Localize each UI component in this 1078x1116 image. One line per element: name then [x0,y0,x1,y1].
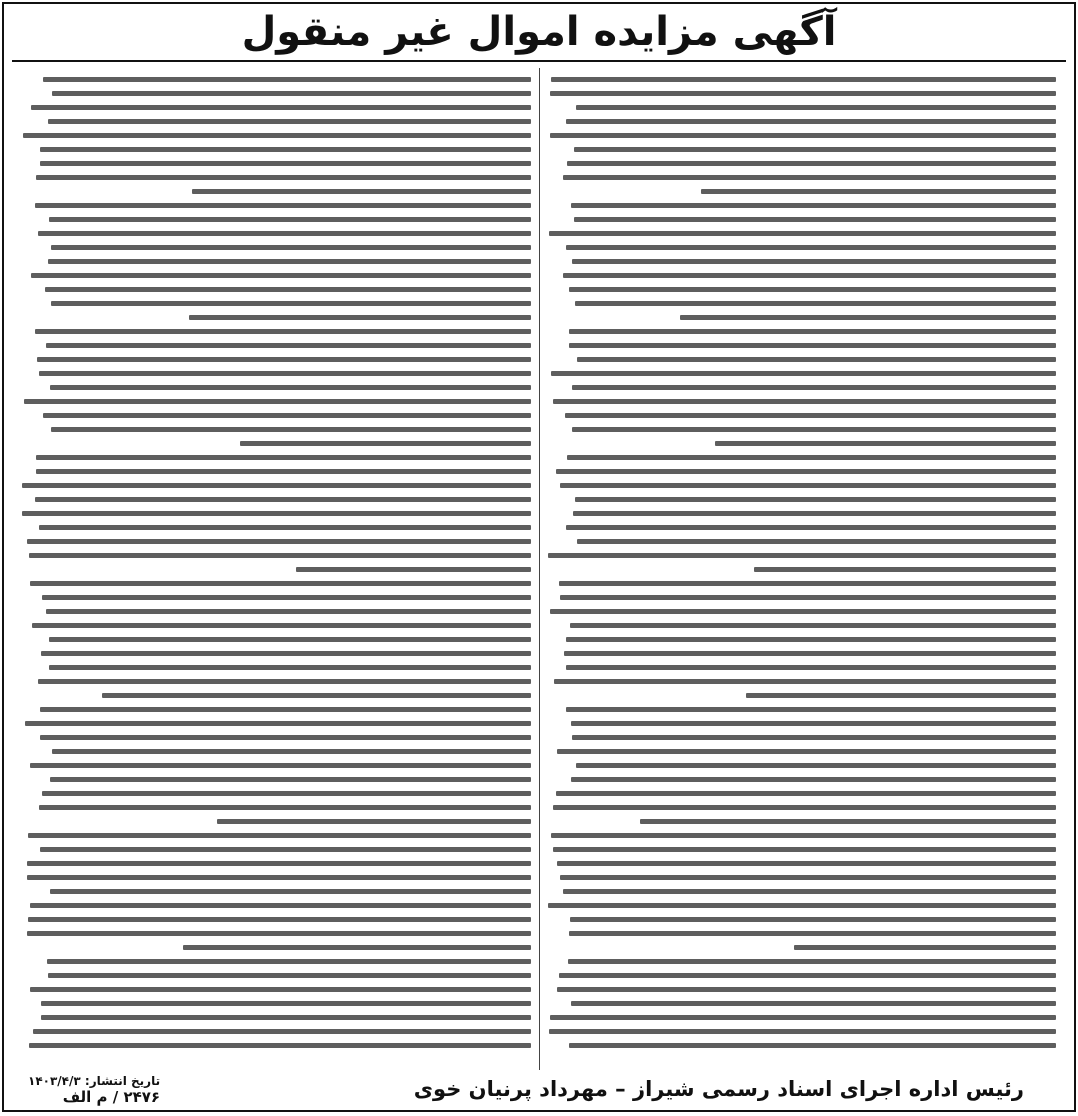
text-line [40,847,530,852]
text-line [38,679,531,684]
text-line [557,861,1056,866]
text-line [553,847,1056,852]
text-line [571,1001,1056,1006]
text-line [564,651,1056,656]
text-line [576,763,1056,768]
notice-footer [14,1072,1064,1106]
text-line [36,455,530,460]
text-line [27,931,531,936]
text-line [49,217,531,222]
text-line [563,889,1056,894]
text-line [570,623,1056,628]
text-line [46,609,530,614]
text-line [31,273,530,278]
text-line [50,777,530,782]
text-line [43,413,530,418]
text-line [192,189,530,194]
signature: رئیس اداره اجرای اسناد رسمی شیراز – مهرداد پرنیان خوی [413,1077,1024,1101]
text-line [715,441,1056,446]
text-line [47,959,531,964]
text-line [37,357,530,362]
body-column-left [14,68,539,1070]
text-line [40,147,531,152]
text-line [575,301,1056,306]
text-line [569,329,1056,334]
text-line [102,693,531,698]
text-line [51,301,531,306]
text-line [576,105,1056,110]
text-line [42,595,531,600]
text-line [549,231,1056,236]
text-line [553,399,1056,404]
text-line [30,763,530,768]
text-line [189,315,531,320]
text-line [25,721,530,726]
text-line [548,553,1056,558]
text-line [43,77,531,82]
text-line [50,385,531,390]
text-line [573,511,1056,516]
text-line [550,1015,1056,1020]
text-line [566,637,1056,642]
text-line [52,91,530,96]
text-line [566,707,1056,712]
text-line [574,217,1056,222]
text-line [559,581,1056,586]
text-line [570,917,1056,922]
text-line [48,973,530,978]
text-line [27,861,531,866]
text-line [30,581,530,586]
text-line [640,819,1056,824]
text-line [240,441,530,446]
text-line [27,539,531,544]
text-line [557,749,1056,754]
text-line [566,119,1056,124]
text-line [40,161,531,166]
text-line [560,875,1056,880]
text-line [571,721,1056,726]
text-line [566,245,1056,250]
text-line [36,469,531,474]
title-divider [12,60,1066,62]
text-line [41,651,531,656]
text-line [577,357,1056,362]
text-line [217,819,531,824]
text-line [24,399,531,404]
text-line [27,875,530,880]
text-line [32,623,531,628]
text-line [572,259,1056,264]
text-line [560,483,1056,488]
text-line [565,413,1056,418]
text-line [22,511,530,516]
text-line [550,133,1056,138]
text-line [569,931,1056,936]
text-line [680,315,1056,320]
text-line [36,175,530,180]
text-line [569,1043,1056,1048]
body-column-right [540,68,1065,1070]
text-line [556,791,1056,796]
publication-meta [28,1073,160,1105]
text-line [551,371,1056,376]
text-line [49,637,531,642]
text-line [559,973,1056,978]
text-line [567,455,1056,460]
text-line [28,917,531,922]
text-line [551,77,1056,82]
text-line [39,525,530,530]
text-line [571,777,1056,782]
text-line [548,903,1056,908]
text-line [50,889,530,894]
notice-title: آگهی مزایده اموال غیر منقول [241,9,837,55]
text-line [563,175,1056,180]
text-line [33,1029,531,1034]
text-line [563,273,1056,278]
text-line [296,567,531,572]
text-line [42,791,531,796]
ad-code: ۲۴۷۶ / م الف [62,1088,161,1106]
text-line [48,259,531,264]
text-line [46,343,531,348]
text-line [30,903,531,908]
text-line [549,1029,1056,1034]
text-line [40,735,530,740]
text-line [183,945,530,950]
text-line [575,497,1056,502]
text-line [52,749,531,754]
text-line [560,595,1056,600]
text-line [29,1043,531,1048]
publication-date: تاریخ انتشار: ۱۴۰۳/۴/۳ [28,1074,161,1088]
text-line [553,805,1056,810]
text-line [23,133,531,138]
text-line [746,693,1056,698]
text-line [556,469,1056,474]
text-line [572,427,1056,432]
text-line [550,91,1056,96]
text-line [39,371,531,376]
text-line [566,525,1056,530]
text-line [35,497,531,502]
text-line [41,1001,530,1006]
text-line [569,287,1056,292]
text-line [41,1015,531,1020]
notice-page [2,2,1076,1112]
text-line [48,119,530,124]
text-line [577,539,1056,544]
text-line [29,553,531,558]
text-line [51,427,531,432]
text-line [49,665,530,670]
text-line [51,245,531,250]
text-line [40,707,530,712]
text-line [572,385,1056,390]
text-line [794,945,1056,950]
text-line [754,567,1057,572]
text-line [568,959,1056,964]
text-line [567,161,1056,166]
text-line [569,343,1056,348]
text-line [39,805,530,810]
text-line [566,665,1056,670]
text-line [28,833,531,838]
text-line [571,203,1056,208]
text-line [38,231,531,236]
text-line [554,679,1056,684]
text-line [557,987,1056,992]
text-line [30,987,531,992]
text-line [550,609,1056,614]
text-line [574,147,1056,152]
text-line [35,329,530,334]
text-line [551,833,1056,838]
notice-body [14,68,1064,1070]
text-line [31,105,531,110]
text-line [701,189,1056,194]
text-line [45,287,530,292]
text-line [35,203,531,208]
text-line [22,483,530,488]
text-line [572,735,1056,740]
